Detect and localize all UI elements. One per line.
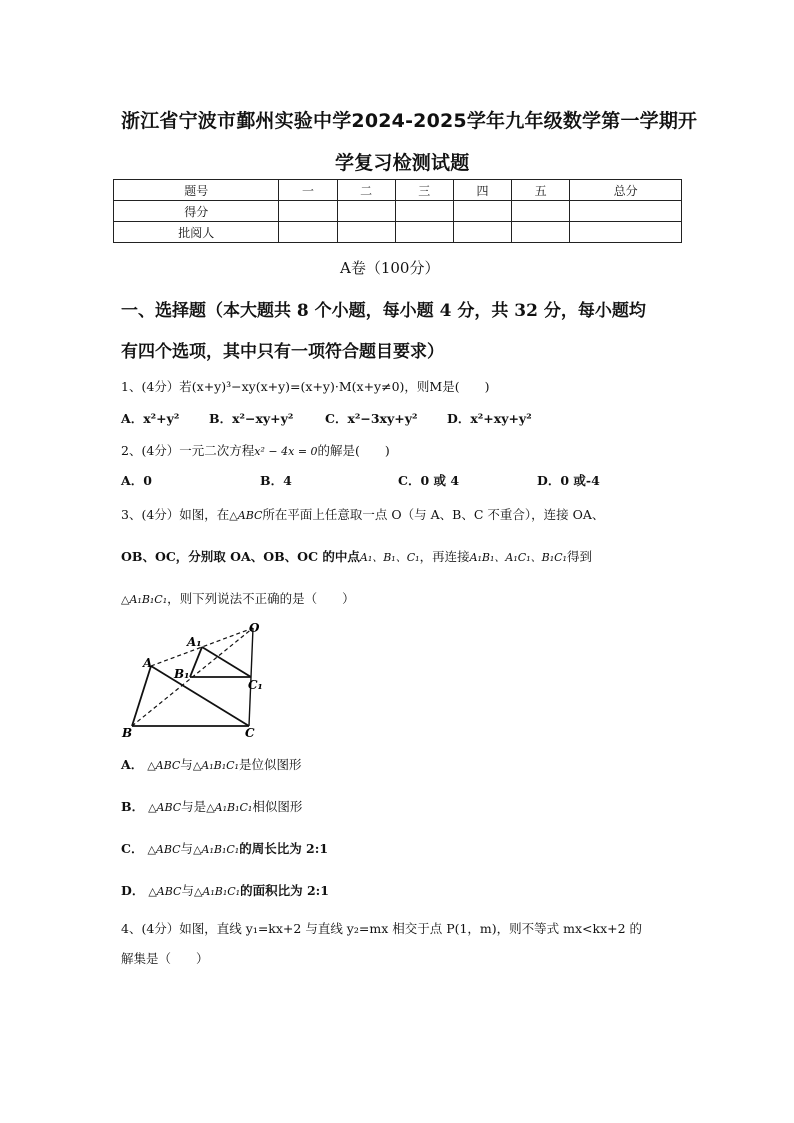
label-o: O	[249, 621, 260, 635]
label-a1: A₁	[187, 635, 202, 649]
q3-segments: A₁B₁、A₁C₁、B₁C₁	[469, 551, 567, 564]
q3-line2-mid: ，再连接	[419, 549, 470, 564]
score-cell	[453, 222, 511, 243]
q2-equation: x² − 4x = 0	[254, 445, 318, 458]
score-cell	[279, 222, 337, 243]
label-c: C	[245, 726, 255, 740]
q3-stem-line1	[121, 505, 604, 523]
score-table-header: 二	[337, 180, 395, 201]
score-cell	[279, 201, 337, 222]
section-heading-line2: 有四个选项，其中只有一项符合题目要求）	[121, 342, 444, 362]
score-table-row	[114, 222, 682, 243]
score-table-header: 总分	[570, 180, 682, 201]
q3-midpoints: A₁、B₁、C₁	[359, 551, 420, 564]
q2-stem-start: 2、(4分）一元二次方程	[121, 443, 255, 458]
label-b1: B₁	[174, 667, 190, 681]
q3-option-a: A． △ABC与△A₁B₁C₁是位似图形	[121, 757, 302, 772]
segment-ab	[132, 666, 151, 726]
q1-option-b: B．x²−xy+y²	[209, 411, 294, 426]
q3-geometry-figure	[118, 618, 278, 743]
q3-option-c: C． △ABC与△A₁B₁C₁的周长比为 2:1	[121, 841, 329, 856]
q3-line2-end: 得到	[566, 549, 592, 564]
q3-line3-end: ，则下列说法不正确的是（ ）	[167, 591, 355, 606]
q3-option-b: B． △ABC与是△A₁B₁C₁相似图形	[121, 799, 303, 814]
segment-a1b1	[190, 647, 202, 677]
q3-stem-start: 3、(4分）如图，在	[121, 507, 230, 522]
score-table-row	[114, 201, 682, 222]
q3-option-d: D． △ABC与△A₁B₁C₁的面积比为 2:1	[121, 883, 329, 898]
q4-stem-line2: 解集是（ ）	[121, 951, 209, 966]
segment-ac	[151, 666, 249, 726]
q3-triangle-a1b1c1: △A₁B₁C₁	[121, 593, 168, 606]
q1-option-a: A．x²+y²	[121, 411, 180, 426]
score-cell	[570, 222, 682, 243]
q3-stem-line2	[121, 547, 592, 565]
q2-option-a: A．0	[121, 473, 152, 488]
q1-option-d: D．x²+xy+y²	[447, 411, 532, 426]
q2-option-b: B．4	[260, 473, 292, 488]
q4-stem-line1: 4、(4分）如图，直线 y₁=kx+2 与直线 y₂=mx 相交于点 P(1，m)，则不等式 mx<kx+2 的	[121, 921, 643, 936]
score-row-label: 批阅人	[114, 222, 279, 243]
score-cell	[512, 201, 570, 222]
score-table-header: 题号	[114, 180, 279, 201]
score-cell	[395, 222, 453, 243]
section-heading-line1: 一、选择题（本大题共 8 个小题，每小题 4 分，共 32 分，每小题均	[121, 301, 646, 321]
exam-title-line2: 学复习检测试题	[335, 152, 470, 174]
label-b: B	[122, 726, 133, 740]
score-table-header: 五	[512, 180, 570, 201]
q3-triangle-abc: △ABC	[229, 509, 263, 522]
volume-heading: A卷（100分）	[340, 259, 440, 277]
score-table-header-row	[114, 180, 682, 201]
q1-option-c: C．x²−3xy+y²	[325, 411, 418, 426]
q3-stem-line3	[121, 589, 355, 607]
score-cell	[337, 222, 395, 243]
q2-option-d: D．0 或-4	[537, 473, 600, 488]
segment-a1c1	[202, 647, 251, 677]
q3-stem-rest: 所在平面上任意取一点 O（与 A、B、C 不重合），连接 OA、	[262, 507, 605, 522]
score-cell	[512, 222, 570, 243]
q2-stem	[121, 441, 390, 459]
q2-option-c: C．0 或 4	[398, 473, 460, 488]
label-c1: C₁	[248, 678, 263, 692]
score-cell	[337, 201, 395, 222]
score-table-header: 三	[395, 180, 453, 201]
score-row-label: 得分	[114, 201, 279, 222]
score-cell	[453, 201, 511, 222]
exam-title-line1: 浙江省宁波市鄞州实验中学2024-2025学年九年级数学第一学期开	[121, 110, 698, 132]
q2-stem-end: 的解是( )	[317, 443, 390, 458]
score-cell	[570, 201, 682, 222]
q3-line2-start: OB、OC，分别取 OA、OB、OC 的中点	[121, 549, 360, 564]
q1-stem: 1、(4分）若(x+y)³−xy(x+y)=(x+y)·M(x+y≠0)，则M是( )	[121, 379, 490, 394]
score-table	[113, 179, 682, 243]
score-table-header: 一	[279, 180, 337, 201]
label-a: A	[143, 656, 153, 670]
score-table-header: 四	[453, 180, 511, 201]
score-cell	[395, 201, 453, 222]
